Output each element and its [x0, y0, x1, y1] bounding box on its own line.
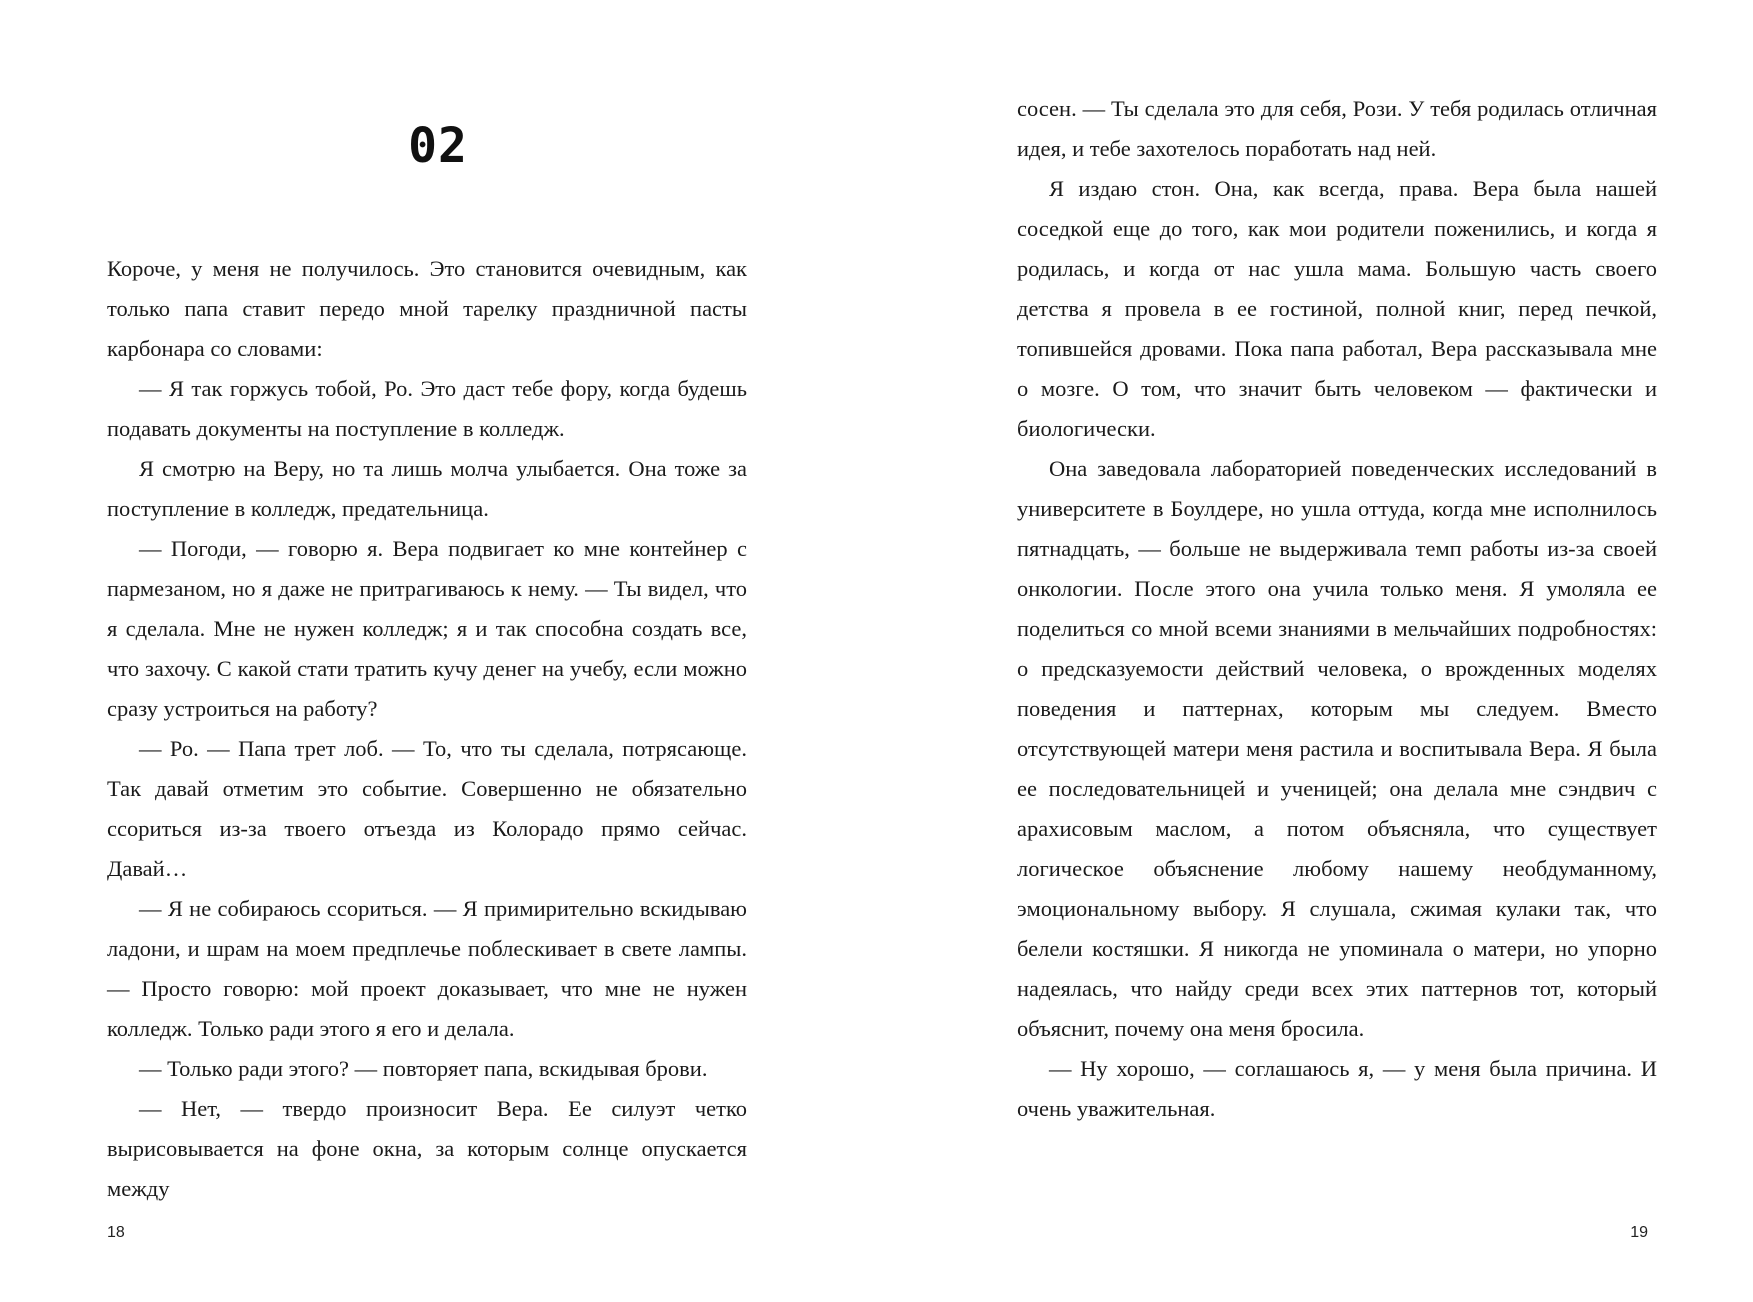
paragraph: — Только ради этого? — повторяет папа, вскидывая брови. — [139, 1056, 708, 1081]
right-page-text — [1017, 89, 1657, 1129]
paragraph: — Ну хорошо, — соглашаюсь я, — у меня была причина. И очень уважительная. — [1017, 1056, 1657, 1121]
paragraph: — Я так горжусь тобой, Ро. Это даст тебе фору, когда будешь подавать документы на поступление в колледж. — [107, 376, 747, 441]
paragraph: Она заведовала лабораторией поведенческих исследований в университете в Боулдере, но ушла оттуда, когда мне исполнилось пятнадцать, — больше не выдерживала темп работы из-за своей онкологии. После этого она учила только меня. Я умоляла ее поделиться со мной всеми знаниями в мельчайших подробностях: о предсказуемости действий человека, о врожденных моделях поведения и паттернах, которым мы следуем. Вместо отсутствующей матери меня растила и воспитывала Вера. Я была ее последовательницей и ученицей; она делала мне сэндвич с арахисовым маслом, а потом объясняла, что существует логическое объяснение любому нашему необдуманному, эмоциональному выбору. Я слушала, сжимая кулаки так, что белели костяшки. Я никогда не упоминала о матери, но упорно надеялась, что найду среди всех этих паттернов тот, который объяснит, почему она меня бросила. — [1017, 456, 1657, 1041]
paragraph: Короче, у меня не получилось. Это становится очевидным, как только папа ставит передо мной тарелку праздничной пасты карбонара со словами: — [107, 256, 747, 361]
paragraph: — Я не собираюсь ссориться. — Я примирительно вскидываю ладони, и шрам на моем предплечье поблескивает в свете лампы. — Просто говорю: мой проект доказывает, что мне не нужен колледж. Только ради этого я его и делала. — [107, 896, 747, 1041]
right-page — [877, 0, 1753, 1302]
chapter-number: 02 — [408, 118, 468, 174]
paragraph: Я издаю стон. Она, как всегда, права. Вера была нашей соседкой еще до того, как мои родители поженились, и когда я родилась, и когда от нас ушла мама. Большую часть своего детства я провела в ее гостиной, полной книг, перед печкой, топившейся дровами. Пока папа работал, Вера рассказывала мне о мозге. О том, что значит быть человеком — фактически и биологически. — [1017, 176, 1657, 441]
paragraph: — Погоди, — говорю я. Вера подвигает ко мне контейнер с пармезаном, но я даже не притрагиваюсь к нему. — Ты видел, что я сделала. Мне не нужен колледж; я и так способна создать все, что захочу. С какой стати тратить кучу денег на учебу, если можно сразу устроиться на работу? — [107, 536, 747, 721]
paragraph: сосен. — Ты сделала это для себя, Рози. У тебя родилась отличная идея, и тебе захотелось поработать над ней. — [1017, 96, 1657, 161]
left-page — [0, 0, 876, 1302]
page-number: 19 — [1630, 1224, 1648, 1241]
paragraph: — Нет, — твердо произносит Вера. Ее силуэт четко вырисовывается на фоне окна, за которым солнце опускается между — [107, 1096, 747, 1201]
page-number: 18 — [107, 1224, 125, 1241]
left-page-text — [107, 249, 747, 1209]
paragraph: — Ро. — Папа трет лоб. — То, что ты сделала, потрясающе. Так давай отметим это событие. Совершенно не обязательно ссориться из-за твоего отъезда из Колорадо прямо сейчас. Давай… — [107, 736, 747, 881]
paragraph: Я смотрю на Веру, но та лишь молча улыбается. Она тоже за поступление в колледж, предательница. — [107, 456, 747, 521]
